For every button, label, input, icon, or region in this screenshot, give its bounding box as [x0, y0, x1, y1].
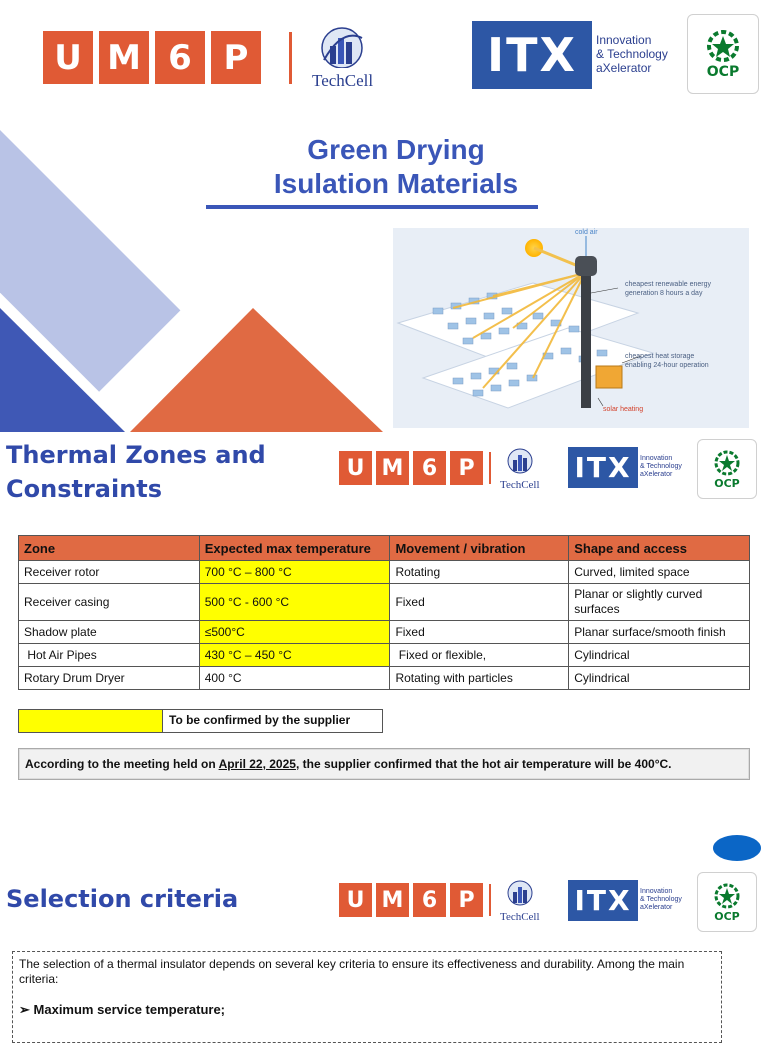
ocp-logo-small [697, 439, 757, 499]
um6p-letter: M [376, 451, 409, 485]
title-line-2: Isulation Materials [273, 168, 519, 199]
logo-divider [489, 884, 491, 916]
cell-shape: Curved, limited space [569, 561, 750, 584]
cell-zone: Hot Air Pipes [19, 644, 200, 667]
um6p-logo-small [339, 451, 483, 485]
itx-logo: ITX [472, 21, 592, 89]
label-energy [625, 280, 711, 298]
note-date: April 22, 2025 [218, 757, 296, 771]
cell-movement: Rotating with particles [390, 667, 569, 690]
cell-shape: Planar surface/smooth finish [569, 621, 750, 644]
column-header: Zone [19, 536, 200, 561]
cell-movement: Fixed [390, 584, 569, 621]
label-solar-heating: solar heating [603, 406, 644, 413]
cell-zone: Rotary Drum Dryer [19, 667, 200, 690]
ocp-wordmark: OCP [714, 909, 740, 923]
cell-zone: Receiver rotor [19, 561, 200, 584]
itx-line: & Technology [640, 896, 682, 904]
itx-line: Innovation [596, 33, 652, 47]
column-header: Movement / vibration [390, 536, 569, 561]
thermal-heading-line: Constraints [6, 475, 163, 503]
techcell-wordmark: TechCell [312, 71, 374, 90]
thermal-heading [6, 438, 266, 506]
blue-ellipse-marker [713, 835, 761, 861]
logo-divider [489, 452, 491, 484]
solar-tower-diagram [393, 228, 749, 428]
cell-temp: 430 °C – 450 °C [199, 644, 390, 667]
cell-temp: 700 °C – 800 °C [199, 561, 390, 584]
um6p-letter: U [339, 451, 372, 485]
techcell-emblem-icon [312, 24, 394, 68]
table-row [19, 621, 750, 644]
column-header: Shape and access [569, 536, 750, 561]
ocp-logo-small [697, 872, 757, 932]
page-title [12, 133, 768, 201]
note-text-post: , the supplier confirmed that the hot air temperature will be 400°C. [295, 757, 672, 771]
cell-temp: 500 °C - 600 °C [199, 584, 390, 621]
ocp-star-icon [710, 449, 744, 477]
um6p-letter: P [211, 31, 261, 84]
decorative-triangles [0, 300, 400, 432]
cell-shape: Cylindrical [569, 644, 750, 667]
ocp-logo [687, 14, 759, 94]
um6p-letter: M [99, 31, 149, 84]
um6p-letter: M [376, 883, 409, 917]
techcell-logo [312, 24, 394, 88]
cell-temp: ≤500°C [199, 621, 390, 644]
um6p-letter: U [43, 31, 93, 84]
itx-logo-small: ITX [568, 447, 638, 488]
itx-line: aXelerator [640, 904, 673, 912]
logo-divider [289, 32, 292, 84]
thermal-heading-line: Thermal Zones and [6, 441, 266, 469]
um6p-letter: U [339, 883, 372, 917]
solar-field-illustration [393, 228, 749, 428]
techcell-wordmark: TechCell [500, 911, 540, 923]
cell-movement: Rotating [390, 561, 569, 584]
legend-swatch [19, 710, 163, 732]
cell-movement: Fixed [390, 621, 569, 644]
um6p-logo [43, 31, 261, 84]
selection-heading: Selection criteria [6, 885, 239, 913]
techcell-emblem-icon [500, 446, 555, 474]
um6p-logo-small [339, 883, 483, 917]
cell-temp: 400 °C [199, 667, 390, 690]
ocp-star-icon [710, 882, 744, 910]
itx-line: & Technology [640, 463, 682, 471]
table-header-row [19, 536, 750, 561]
techcell-logo-small [500, 878, 555, 922]
um6p-letter: 6 [413, 883, 446, 917]
label-energy-line: cheapest renewable energy [625, 281, 712, 288]
note-text-pre: According to the meeting held on [25, 757, 219, 771]
criteria-bullet-text: Maximum service temperature; [33, 1002, 226, 1017]
ocp-star-icon [701, 28, 745, 64]
criteria-bullet [19, 1002, 715, 1017]
arrow-bullet-icon: ➢ [19, 1002, 30, 1017]
thermal-zones-table [18, 535, 750, 690]
um6p-letter: 6 [413, 451, 446, 485]
cell-zone: Receiver casing [19, 584, 200, 621]
cell-shape: Planar or slightly curved surfaces [569, 584, 750, 621]
column-header: Expected max temperature [199, 536, 390, 561]
ocp-wordmark: OCP [706, 64, 740, 80]
label-cold-air: cold air [575, 229, 598, 236]
itx-logo-small: ITX [568, 880, 638, 921]
ocp-wordmark: OCP [714, 476, 740, 490]
um6p-letter: P [450, 451, 483, 485]
table-row [19, 561, 750, 584]
um6p-letter: 6 [155, 31, 205, 84]
title-underline [206, 205, 538, 209]
highlight-legend [18, 709, 383, 733]
supplier-note [18, 748, 750, 780]
techcell-emblem-icon [500, 878, 555, 906]
um6p-letter: P [450, 883, 483, 917]
techcell-wordmark: TechCell [500, 479, 540, 491]
table-row [19, 667, 750, 690]
title-line-1: Green Drying [307, 134, 485, 165]
table-row [19, 644, 750, 667]
cell-movement: Fixed or flexible, [390, 644, 569, 667]
itx-line: & Technology [596, 46, 668, 61]
itx-line: aXelerator [640, 471, 673, 479]
techcell-logo-small [500, 446, 555, 490]
selection-intro: The selection of a thermal insulator depends on several key criteria to ensure its effectiveness and durability. Among the main criteria: [19, 957, 685, 986]
table-row [19, 584, 750, 621]
label-energy-line: generation 8 hours a day [625, 290, 703, 297]
selection-criteria-box [12, 951, 722, 1043]
cell-zone: Shadow plate [19, 621, 200, 644]
legend-label: To be confirmed by the supplier [169, 713, 351, 727]
itx-line: Innovation [640, 888, 673, 895]
itx-line: aXelerator [596, 60, 652, 75]
itx-line: Innovation [640, 455, 673, 462]
itx-tagline-small [640, 888, 682, 912]
label-storage-line: enabling 24-hour operation [625, 362, 709, 369]
itx-tagline [596, 34, 668, 75]
label-storage [625, 352, 709, 370]
label-storage-line: cheapest heat storage [625, 353, 695, 360]
itx-tagline-small [640, 455, 682, 479]
cell-shape: Cylindrical [569, 667, 750, 690]
